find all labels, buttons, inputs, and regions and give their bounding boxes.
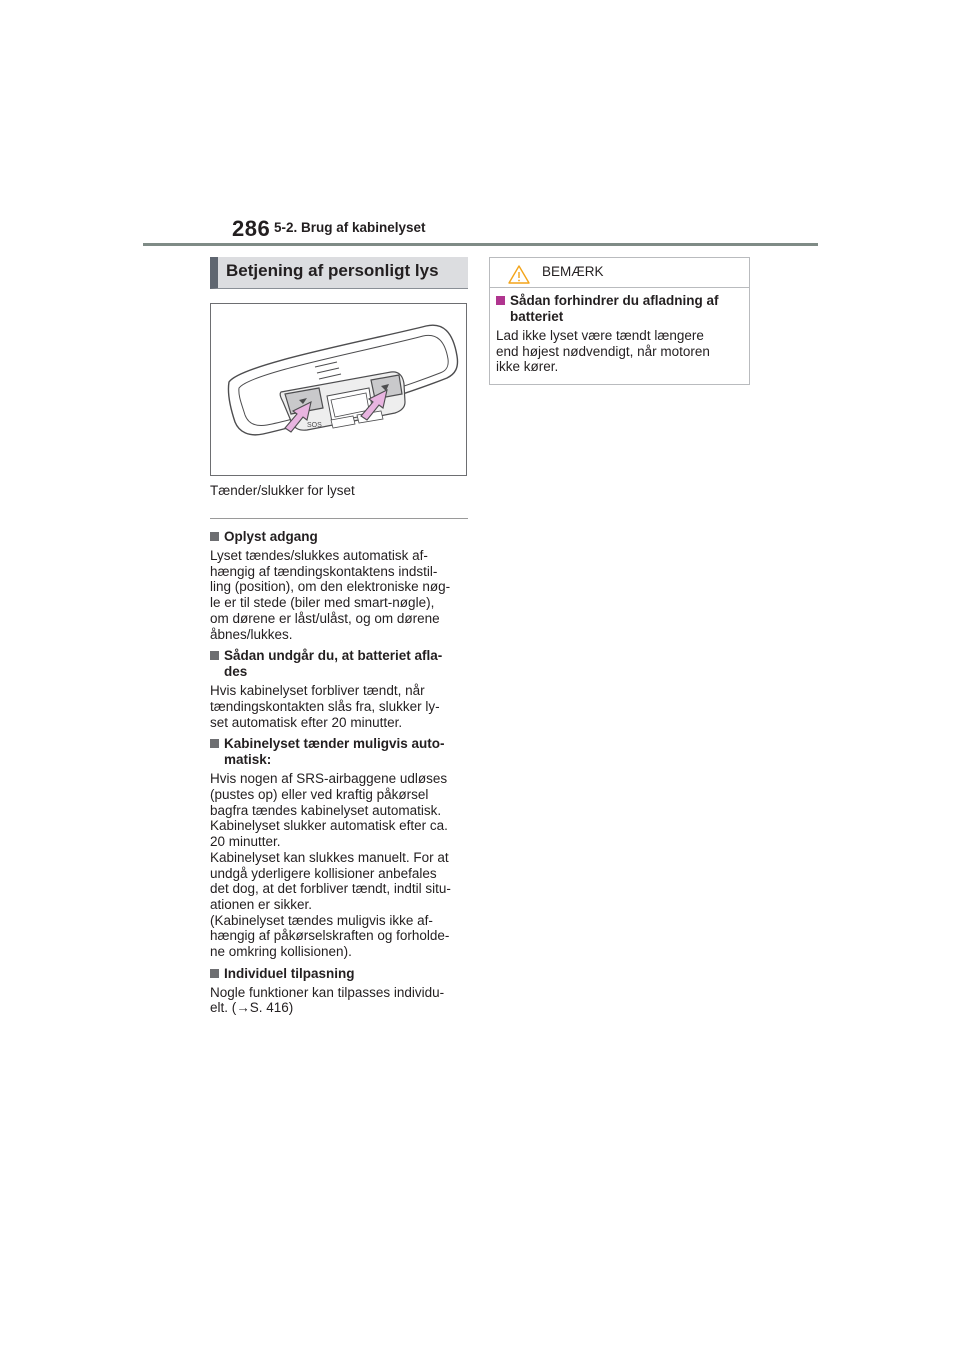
- warning-triangle-icon: [508, 265, 530, 284]
- subsection-body: Lyset tændes/slukkes automatisk af- hængig af tændingskontaktens indstil- ling (position), om den elektroniske nøg- le er til stede (biler med smart-nøgle), om dørene er låst/ulåst, og om dørene åbnes/lukkes.: [210, 548, 451, 642]
- subsection: [210, 529, 472, 642]
- overhead-console-icon: [211, 304, 466, 475]
- square-bullet-icon: [210, 651, 219, 660]
- subsection-title: Sådan undgår du, at batteriet afla- des: [210, 648, 472, 680]
- overhead-console-illustration: [210, 303, 467, 476]
- page-reference-link[interactable]: elt. (→S. 416): [210, 1000, 294, 1016]
- notice-box: [489, 257, 750, 385]
- subsection-title: Kabinelyset tænder muligvis auto- matisk:: [210, 736, 472, 768]
- sos-label: SOS: [307, 422, 322, 429]
- square-bullet-icon: [210, 969, 219, 978]
- notice-content: [490, 288, 749, 375]
- divider: [210, 518, 468, 519]
- subsection: [210, 648, 472, 730]
- notice-header: [490, 258, 749, 288]
- square-bullet-icon: [210, 739, 219, 748]
- subsection-body: Hvis kabinelyset forbliver tændt, når tændingskontakten slås fra, slukker ly- set automatisk efter 20 minutter.: [210, 683, 440, 730]
- subsection-body: Nogle funktioner kan tilpasses individu- elt. (→S. 416): [210, 985, 472, 1016]
- figure-caption: Tænder/slukker for lyset: [210, 483, 355, 498]
- subsection-title: Oplyst adgang: [210, 529, 472, 545]
- subsection-title: Individuel tilpasning: [210, 966, 472, 982]
- square-bullet-icon: [496, 296, 505, 305]
- left-column: [210, 523, 472, 1016]
- notice-body: Lad ikke lyset være tændt længere end højest nødvendigt, når motoren ikke kører.: [496, 328, 710, 375]
- subsection-body: Hvis nogen af SRS-airbaggene udløses (pustes op) eller ved kraftig påkørsel bagfra tændes kabinelyset automatisk. Kabinelyset slukker automatisk efter ca. 20 minutter. Kabinelyset kan slukkes manuelt. For at undgå yderligere kollisioner anbefales det dog, at det forbliver tændt, indtil situ- ationen er sikker. (Kabinelyset tændes muligvis ikke af- hængig af påkørselskraften og forholde- ne omkring kollisionen).: [210, 771, 451, 960]
- subsection: [210, 736, 472, 959]
- header-rule: [143, 243, 818, 246]
- square-bullet-icon: [210, 532, 219, 541]
- subsection: [210, 966, 472, 1016]
- chapter-title: 5-2. Brug af kabinelyset: [274, 220, 426, 235]
- section-heading-text: Betjening af personligt lys: [226, 261, 439, 280]
- notice-label: BEMÆRK: [542, 264, 604, 279]
- notice-title: Sådan forhindrer du afladning af batteriet: [496, 293, 743, 325]
- section-heading: [210, 257, 468, 289]
- page-number: 286: [232, 216, 271, 241]
